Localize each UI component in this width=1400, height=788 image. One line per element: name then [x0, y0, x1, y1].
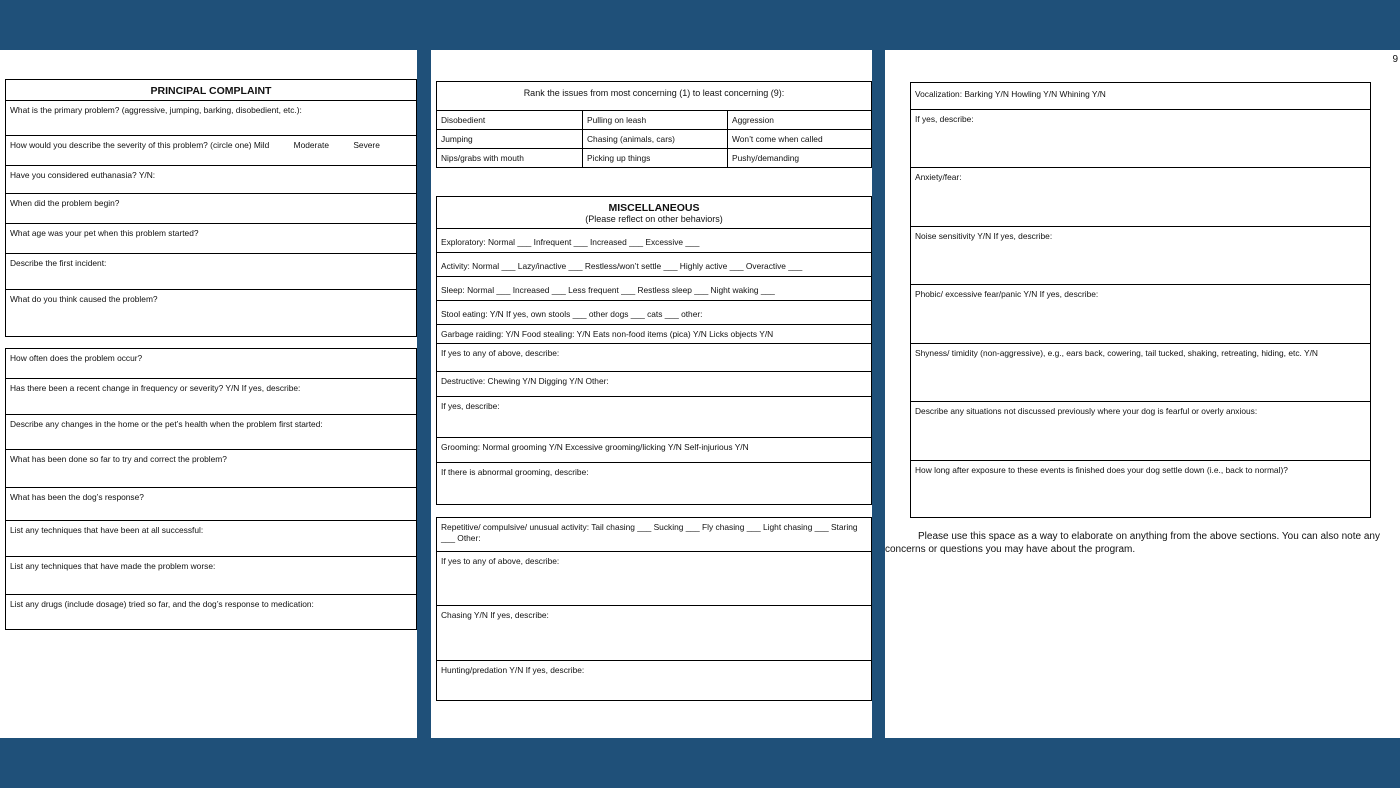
- page-number: 9: [1392, 54, 1398, 65]
- form-question: Vocalization: Barking Y/N Howling Y/N Whining Y/N: [911, 83, 1370, 110]
- rank-item: Pulling on leash: [583, 111, 728, 130]
- form-question: Destructive: Chewing Y/N Digging Y/N Other:: [437, 372, 871, 397]
- rank-item: Jumping: [437, 130, 583, 149]
- form-question: How long after exposure to these events is finished does your dog settle down (i.e., back to normal)?: [915, 465, 1288, 475]
- section-subtitle: (Please reflect on other behaviors): [585, 214, 723, 224]
- rank-item: Disobedient: [437, 111, 583, 130]
- form-question: How often does the problem occur?: [6, 349, 416, 379]
- form-question: What has been the dog’s response?: [6, 488, 416, 521]
- form-question: List any techniques that have been at all successful:: [6, 521, 416, 557]
- severity-severe: Severe: [353, 140, 380, 150]
- form-question: If yes to any of above, describe:: [437, 344, 871, 372]
- form-question: List any drugs (include dosage) tried so far, and the dog’s response to medication:: [10, 599, 314, 609]
- rank-item: Picking up things: [583, 149, 728, 168]
- rank-item: Pushy/demanding: [732, 153, 800, 163]
- rank-grid: [437, 111, 871, 168]
- form-question: Anxiety/fear:: [911, 168, 1370, 227]
- form-question: Describe any changes in the home or the pet’s health when the problem first started:: [6, 415, 416, 450]
- form-question: If yes, describe:: [911, 110, 1370, 168]
- form-question: Garbage raiding: Y/N Food stealing: Y/N Eats non-food items (pica) Y/N Licks objects Y/N: [437, 325, 871, 344]
- form-question: Noise sensitivity Y/N If yes, describe:: [911, 227, 1370, 285]
- form-question: Chasing Y/N If yes, describe:: [437, 606, 871, 661]
- form-question: Grooming: Normal grooming Y/N Excessive grooming/licking Y/N Self-injurious Y/N: [437, 438, 871, 463]
- form-page-1: [0, 50, 417, 738]
- form-question: What do you think caused the problem?: [10, 294, 158, 304]
- form-question: Hunting/predation Y/N If yes, describe:: [441, 665, 585, 675]
- form-question: Exploratory: Normal ___ Infrequent ___ Increased ___ Excessive ___: [437, 229, 871, 253]
- form-question: List any techniques that have made the problem worse:: [6, 557, 416, 595]
- form-question: Have you considered euthanasia? Y/N:: [6, 166, 416, 194]
- rank-header: Rank the issues from most concerning (1) to least concerning (9):: [437, 82, 871, 111]
- form-question: Sleep: Normal ___ Increased ___ Less frequent ___ Restless sleep ___ Night waking ___: [437, 277, 871, 301]
- form-question: If yes, describe:: [437, 397, 871, 438]
- form-question: What has been done so far to try and correct the problem?: [6, 450, 416, 488]
- form-question: What is the primary problem? (aggressive, jumping, barking, disobedient, etc.):: [6, 101, 416, 136]
- form-page-3: [885, 50, 1400, 738]
- anxiety-fear-section: [910, 82, 1371, 518]
- rank-item: Won’t come when called: [728, 130, 871, 149]
- rank-item: Nips/grabs with mouth: [437, 149, 583, 168]
- form-question: Phobic/ excessive fear/panic Y/N If yes, describe:: [911, 285, 1370, 344]
- rank-item: Chasing (animals, cars): [583, 130, 728, 149]
- rank-issues-section: [436, 81, 872, 168]
- repetitive-behavior-section: [436, 517, 872, 701]
- form-question: Shyness/ timidity (non-aggressive), e.g., ears back, cowering, tail tucked, shaking, retreating, hiding, etc. Y/N: [911, 344, 1370, 402]
- form-question: If yes to any of above, describe:: [437, 552, 871, 606]
- form-page-2: [431, 50, 872, 738]
- form-question: Describe the first incident:: [6, 254, 416, 290]
- form-question: Has there been a recent change in frequency or severity? Y/N If yes, describe:: [6, 379, 416, 415]
- severity-label: How would you describe the severity of this problem? (circle one) Mild: [10, 140, 270, 150]
- form-question: What age was your pet when this problem started?: [6, 224, 416, 254]
- severity-question: [6, 136, 416, 166]
- form-question: When did the problem begin?: [6, 194, 416, 224]
- misc-header: [437, 197, 871, 229]
- form-question: Repetitive/ compulsive/ unusual activity: Tail chasing ___ Sucking ___ Fly chasing ___ Light chasing ___ Staring ___ Other:: [437, 518, 871, 552]
- rank-item: Aggression: [728, 111, 871, 130]
- form-question: Stool eating: Y/N If yes, own stools ___ other dogs ___ cats ___ other:: [437, 301, 871, 325]
- miscellaneous-section: [436, 196, 872, 505]
- elaboration-note: Please use this space as a way to elaborate on anything from the above sections. You can also note any concerns or questions you may have about the program.: [885, 531, 1380, 555]
- problem-history-section: [5, 348, 417, 630]
- section-title: MISCELLANEOUS: [608, 202, 700, 214]
- section-title: PRINCIPAL COMPLAINT: [6, 80, 416, 101]
- form-question: Activity: Normal ___ Lazy/inactive ___ Restless/won’t settle ___ Highly active ___ Overactive ___: [437, 253, 871, 277]
- form-question: If there is abnormal grooming, describe:: [441, 467, 589, 477]
- severity-moderate: Moderate: [293, 140, 329, 150]
- form-question: Describe any situations not discussed previously where your dog is fearful or overly anxious:: [911, 402, 1370, 461]
- principal-complaint-section: [5, 79, 417, 337]
